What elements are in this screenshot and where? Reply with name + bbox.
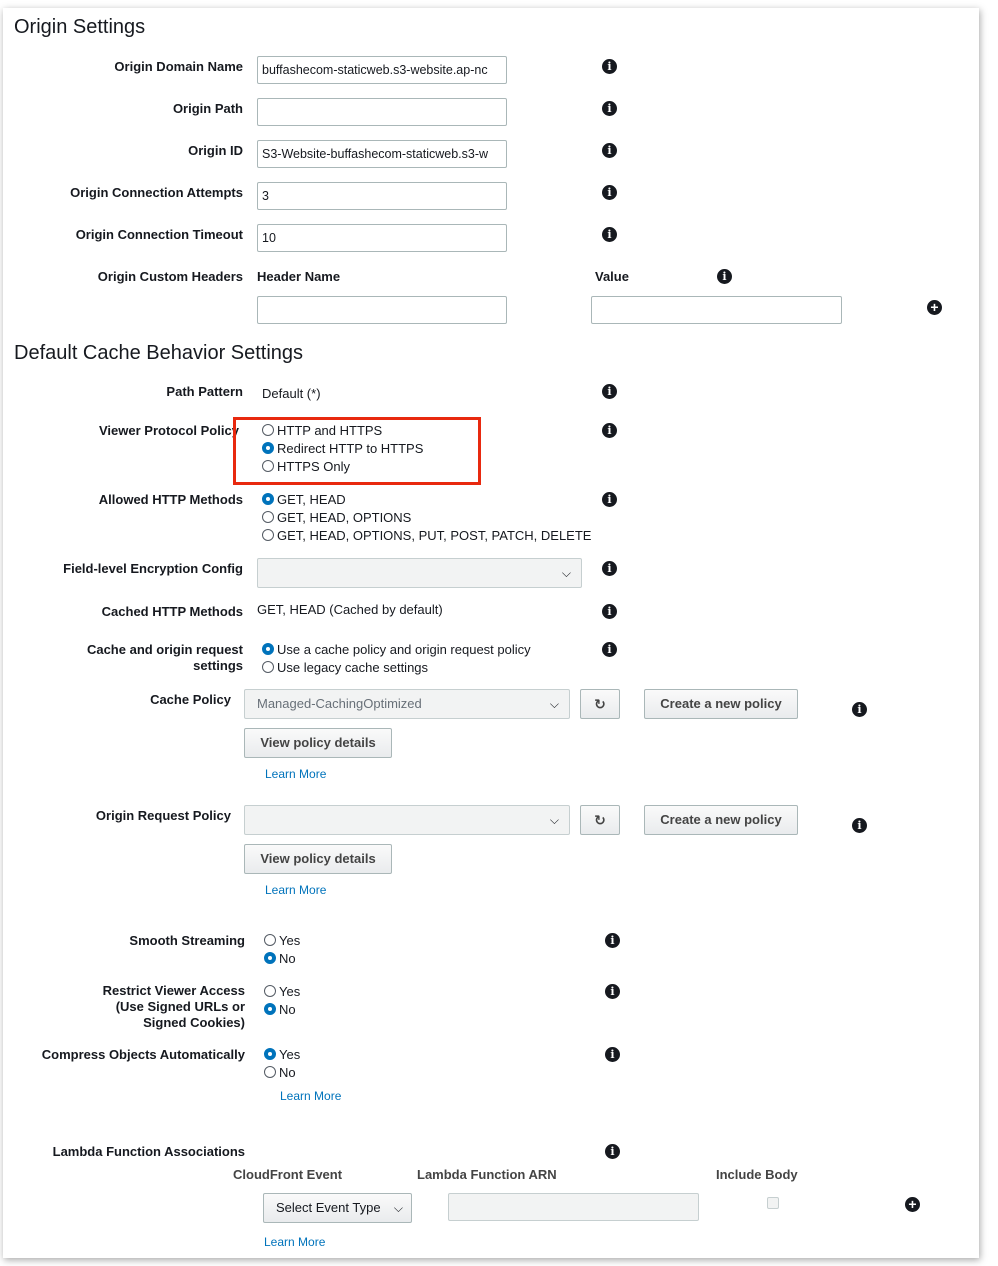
field-level-encryption-label: Field-level Encryption Config [63,561,243,576]
radio-restrict-viewer-no[interactable]: No [264,1000,296,1018]
smooth-streaming-label: Smooth Streaming [129,933,245,948]
include-body-checkbox[interactable] [767,1197,779,1209]
include-body-column: Include Body [716,1167,798,1182]
info-icon[interactable]: i [602,604,617,619]
origin-connection-timeout-label: Origin Connection Timeout [75,227,243,242]
radio-redirect-http-to-https[interactable]: Redirect HTTP to HTTPS [262,439,423,457]
origin-connection-timeout-input[interactable]: 10 [257,224,507,252]
radio-cache-policy[interactable]: Use a cache policy and origin request policy [262,640,531,658]
learn-more-link[interactable]: Learn More [280,1089,342,1103]
cached-http-methods-value: GET, HEAD (Cached by default) [257,602,443,617]
info-icon[interactable]: i [605,933,620,948]
refresh-icon: ↻ [594,812,606,828]
create-origin-request-policy-button[interactable]: Create a new policy [644,805,798,835]
header-name-input[interactable] [257,296,507,324]
info-icon[interactable]: i [605,984,620,999]
learn-more-link[interactable]: Learn More [264,1235,326,1249]
radio-http-and-https[interactable]: HTTP and HTTPS [262,421,382,439]
radio-button[interactable] [262,511,274,523]
path-pattern-label: Path Pattern [166,384,243,399]
radio-compress-yes[interactable]: Yes [264,1045,300,1063]
field-level-encryption-select[interactable] [257,558,582,588]
cloudfront-event-column: CloudFront Event [233,1167,343,1182]
origin-path-label: Origin Path [172,101,243,116]
origin-connection-attempts-input[interactable]: 3 [257,182,507,210]
compress-objects-label: Compress Objects Automatically [41,1047,245,1062]
cache-policy-select[interactable]: Managed-CachingOptimized ⌵ [244,689,570,719]
info-icon[interactable]: i [602,384,617,399]
allowed-http-methods-label: Allowed HTTP Methods [98,492,243,507]
header-name-column: Header Name [257,269,341,284]
info-icon[interactable]: i [605,1144,620,1159]
radio-all-methods[interactable]: GET, HEAD, OPTIONS, PUT, POST, PATCH, DELETE [262,526,591,544]
info-icon[interactable]: i [602,561,617,576]
info-icon[interactable]: i [602,59,617,74]
radio-button[interactable] [264,985,276,997]
info-icon[interactable]: i [605,1047,620,1062]
origin-settings-title: Origin Settings [14,16,146,38]
info-icon[interactable]: i [852,818,867,833]
view-cache-policy-details-button[interactable]: View policy details [244,728,392,758]
header-value-input[interactable] [591,296,842,324]
origin-id-input[interactable]: S3-Website-buffashecom-staticweb.s3-w [257,140,507,168]
info-icon[interactable]: i [602,492,617,507]
path-pattern-value: Default (*) [262,386,321,401]
radio-compress-no[interactable]: No [264,1063,296,1081]
learn-more-link[interactable]: Learn More [265,883,327,897]
origin-id-label: Origin ID [188,143,243,158]
restrict-viewer-access-label: Restrict Viewer Access (Use Signed URLs or Signed Cookies) [102,983,245,1030]
origin-custom-headers-label: Origin Custom Headers [97,269,243,284]
learn-more-link[interactable]: Learn More [265,767,327,781]
info-icon[interactable]: i [602,185,617,200]
info-icon[interactable]: i [852,702,867,717]
lambda-function-associations-label: Lambda Function Associations [52,1144,245,1159]
view-origin-request-policy-details-button[interactable]: View policy details [244,844,392,874]
origin-request-policy-label: Origin Request Policy [95,808,231,823]
origin-domain-name-input[interactable]: buffashecom-staticweb.s3-website.ap-nc [257,56,507,84]
radio-smooth-streaming-yes[interactable]: Yes [264,931,300,949]
refresh-button[interactable] [580,805,620,835]
plus-circle-icon[interactable]: + [927,300,942,315]
radio-button[interactable] [264,1003,276,1015]
refresh-icon: ↻ [594,696,606,712]
radio-button[interactable] [262,493,274,505]
radio-get-head-options[interactable]: GET, HEAD, OPTIONS [262,508,411,526]
radio-button[interactable] [264,1048,276,1060]
radio-button[interactable] [264,934,276,946]
chevron-down-icon: ⌵ [561,566,571,580]
origin-domain-name-label: Origin Domain Name [114,59,243,74]
cache-behavior-title: Default Cache Behavior Settings [14,342,304,364]
radio-restrict-viewer-yes[interactable]: Yes [264,982,300,1000]
plus-circle-icon[interactable]: + [905,1197,920,1212]
create-cache-policy-button[interactable]: Create a new policy [644,689,798,719]
viewer-protocol-policy-label: Viewer Protocol Policy [99,423,239,438]
origin-path-input[interactable] [257,98,507,126]
radio-button[interactable] [264,952,276,964]
radio-button[interactable] [264,1066,276,1078]
radio-https-only[interactable]: HTTPS Only [262,457,350,475]
radio-button[interactable] [262,529,274,541]
info-icon[interactable]: i [602,227,617,242]
event-type-select[interactable]: Select Event Type ⌵ [263,1193,412,1223]
info-icon[interactable]: i [602,143,617,158]
lambda-function-arn-column: Lambda Function ARN [417,1167,557,1182]
radio-button[interactable] [262,643,274,655]
origin-request-policy-select[interactable] [244,805,570,835]
radio-button[interactable] [262,661,274,673]
info-icon[interactable]: i [602,423,617,438]
info-icon[interactable]: i [717,269,732,284]
value-column: Value [595,269,629,284]
radio-legacy-cache[interactable]: Use legacy cache settings [262,658,428,676]
info-icon[interactable]: i [602,642,617,657]
chevron-down-icon: ⌵ [549,813,559,827]
lambda-function-arn-input[interactable] [448,1193,699,1221]
refresh-button[interactable] [580,689,620,719]
origin-connection-attempts-label: Origin Connection Attempts [70,185,243,200]
chevron-down-icon: ⌵ [549,697,559,711]
cache-policy-label: Cache Policy [150,692,231,707]
chevron-down-icon: ⌵ [393,1201,403,1215]
radio-smooth-streaming-no[interactable]: No [264,949,296,967]
info-icon[interactable]: i [602,101,617,116]
radio-get-head[interactable]: GET, HEAD [262,490,346,508]
cache-origin-settings-label: Cache and origin request settings [86,642,243,673]
cached-http-methods-label: Cached HTTP Methods [101,604,243,619]
highlight-box [233,417,481,485]
